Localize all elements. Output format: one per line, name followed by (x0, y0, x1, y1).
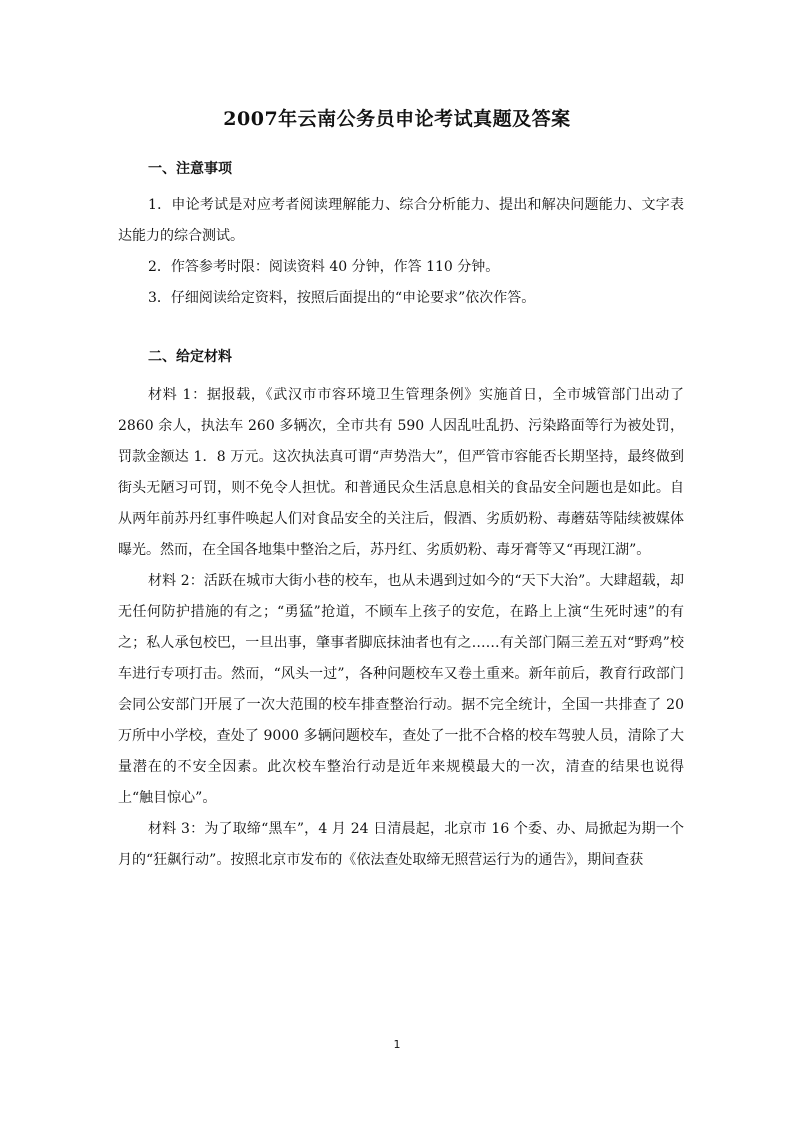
document-title: 2007年云南公务员申论考试真题及答案 (223, 108, 571, 130)
material-paragraph: 材料 2：活跃在城市大街小巷的校车，也从未遇到过如今的“天下大治”。大肆超载，却无任何防护措施的有之；“勇猛”抢道，不顾车上孩子的安危，在路上上演“生死时速”的有之；私人承包校巴，一旦出事，肇事者脚底抹油者也有之……有关部门隔三差五对“野鸡”校车进行专项打击。然而，“风头一过”，各种问题校车又卷土重来。新年前后，教育行政部门会同公安部门开展了一次大范围的校车排查整治行动。据不完全统计，全国一共排查了 20 万所中小学校，查处了 9000 多辆问题校车，查处了一批不合格的校车驾驶人员，清除了大量潜在的不安全因素。此次校车整治行动是近年来规模最大的一次，清查的结果也说得上“触目惊心”。 (118, 573, 684, 806)
section-heading-notes: 一、注意事项 (148, 161, 232, 177)
materials-list (118, 380, 684, 876)
note-item: 3．仔细阅读给定资料，按照后面提出的“申论要求”依次作答。 (148, 290, 536, 306)
material-paragraph: 材料 1：据报载，《武汉市市容环境卫生管理条例》实施首日，全市城管部门出动了 2860 余人，执法车 260 多辆次，全市共有 590 人因乱吐乱扔、污染路面等行为被处罚，罚款金额达 1．8 万元。这次执法真可谓“声势浩大”，但严管市容能否长期坚持，最终做到街头无陋习可罚，则不免令人担忧。和普通民众生活息息相关的食品安全问题也是如此。自从两年前苏丹红事件唤起人们对食品安全的关注后，假酒、劣质奶粉、毒蘑菇等陆续被媒体曝光。然而，在全国各地集中整治之后，苏丹红、劣质奶粉、毒牙膏等又“再现江湖”。 (118, 387, 684, 558)
notes-list (118, 190, 684, 314)
note-item: 1．申论考试是对应考者阅读理解能力、综合分析能力、提出和解决问题能力、文字表达能力的综合测试。 (118, 197, 684, 244)
note-item: 2．作答参考时限：阅读资料 40 分钟，作答 110 分钟。 (148, 259, 500, 275)
page-number: 1 (393, 1038, 401, 1051)
material-paragraph: 材料 3：为了取缔“黑车”，4 月 24 日清晨起，北京市 16 个委、办、局掀起为期一个月的“狂飙行动”。按照北京市发布的《依法查处取缔无照营运行为的通告》，期间查获 (118, 821, 684, 868)
section-heading-materials: 二、给定材料 (148, 349, 232, 365)
